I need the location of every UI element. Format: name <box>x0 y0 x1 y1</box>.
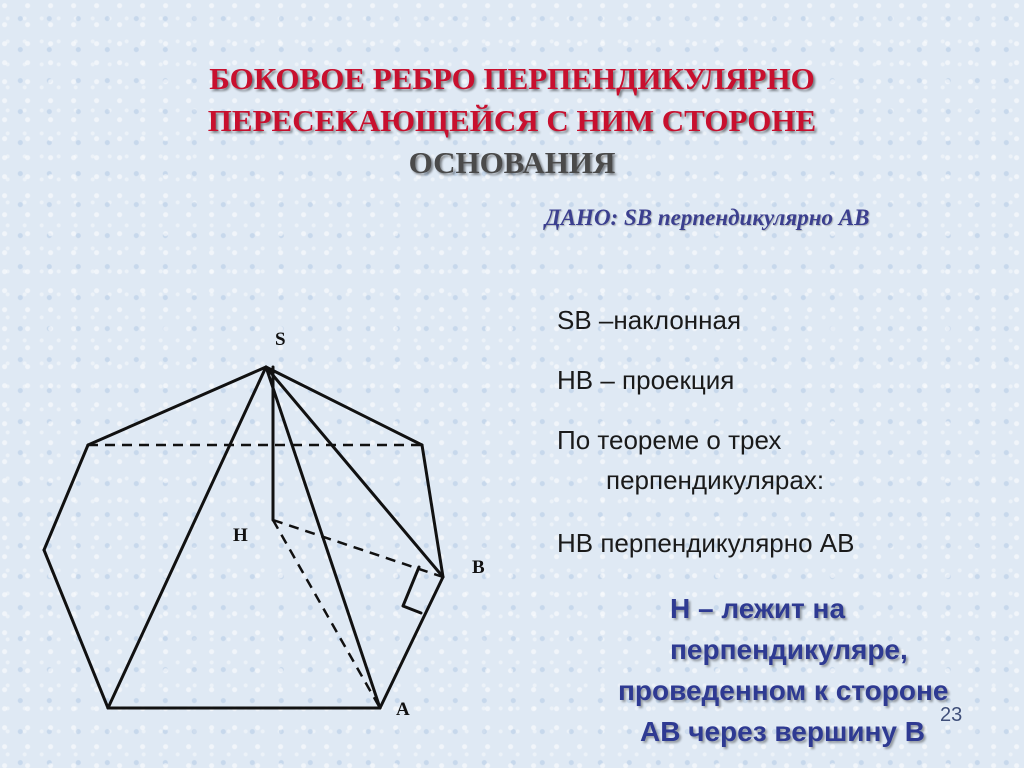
label-h: H <box>233 525 248 546</box>
conclusion-line-2: перпендикуляре, <box>670 634 908 665</box>
base-edge <box>44 550 108 708</box>
proof-line-1: SB –наклонная <box>557 305 742 335</box>
base-edge-ab <box>380 577 443 708</box>
label-s: S <box>275 329 286 350</box>
title-line-1: БОКОВОЕ РЕБРО ПЕРПЕНДИКУЛЯРНО <box>209 61 815 96</box>
proof-line-3a: По теореме о трех <box>557 425 782 455</box>
label-b: B <box>472 557 485 578</box>
conclusion-line-4: AB через вершину B <box>640 716 925 747</box>
given-statement: ДАНО: SB перпендикулярно AB <box>545 205 870 230</box>
slide-number: 23 <box>940 704 963 726</box>
title-line-3: ОСНОВАНИЯ <box>408 145 616 180</box>
conclusion-line-3: проведенном к стороне <box>618 675 949 706</box>
label-a: A <box>396 699 410 720</box>
proof-line-3b: перпендикулярах: <box>606 465 825 495</box>
lateral-edge <box>88 367 266 445</box>
proof-line-4: HB перпендикулярно AB <box>557 528 855 558</box>
proof-line-2: HB – проекция <box>557 365 735 395</box>
right-angle-mark <box>403 567 421 613</box>
conclusion <box>600 588 1000 752</box>
base-edge <box>44 445 88 550</box>
conclusion-line-1: H – лежит на <box>670 593 846 624</box>
lateral-edge-sb <box>266 367 443 577</box>
title-line-2: ПЕРЕСЕКАЮЩЕЙСЯ С НИМ СТОРОНЕ <box>207 103 817 138</box>
